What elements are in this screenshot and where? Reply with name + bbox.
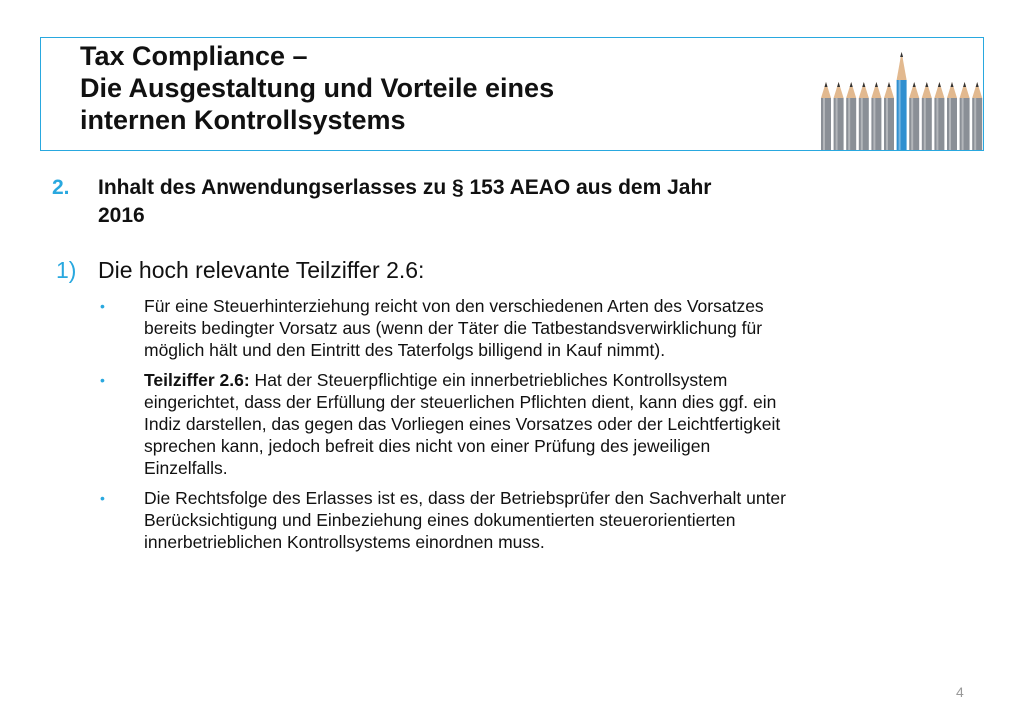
bullet-item <box>100 487 980 553</box>
bullet-text <box>144 369 980 479</box>
section-title-line-2: 2016 <box>98 204 145 227</box>
bullet-marker: • <box>100 490 105 506</box>
section-title-line-1: Inhalt des Anwendungserlasses zu § 153 AEAO aus dem Jahr <box>98 176 712 199</box>
slide-title <box>80 40 720 136</box>
grey-pencil <box>821 82 831 150</box>
grey-pencil <box>884 82 894 150</box>
grey-pencil <box>947 82 957 150</box>
grey-pencil <box>859 82 869 150</box>
bullet-line: innerbetrieblichen Kontrollsystems einordnen muss. <box>144 532 545 552</box>
grey-pencil <box>846 82 856 150</box>
bullet-line <box>144 369 980 391</box>
bullet-line: Für eine Steuerhinterziehung reicht von den verschiedenen Arten des Vorsatzes <box>144 296 764 316</box>
section-title <box>98 174 938 230</box>
title-line-1: Tax Compliance – <box>80 41 308 71</box>
title-line-2: Die Ausgestaltung und Vorteile eines <box>80 73 555 103</box>
bullet-line: Berücksichtigung und Einbeziehung eines dokumentierten steuerorientierten <box>144 510 736 530</box>
grey-pencil <box>960 82 970 150</box>
bullet-line: sprechen kann, jedoch befreit dies nicht von einer Prüfung des jeweiligen <box>144 436 711 456</box>
bullet-marker: • <box>100 372 105 388</box>
grey-pencil <box>871 82 881 150</box>
pencils-image <box>818 48 984 150</box>
bullet-marker: • <box>100 298 105 314</box>
title-line-3: internen Kontrollsystems <box>80 105 406 135</box>
section-number: 2. <box>52 176 70 199</box>
bullet-text <box>144 487 980 553</box>
bullet-text <box>144 295 980 361</box>
bullet-line: möglich hält und den Eintritt des Taterfolgs billigend in Kauf nimmt). <box>144 340 666 360</box>
bullet-line: Die Rechtsfolge des Erlasses ist es, dass der Betriebsprüfer den Sachverhalt unter <box>144 488 786 508</box>
bullet-line-rest: Hat der Steuerpflichtige ein innerbetriebliches Kontrollsystem <box>249 370 728 390</box>
subsection-label: Die hoch relevante Teilziffer 2.6: <box>98 257 425 283</box>
page-number: 4 <box>956 684 964 700</box>
grey-pencil <box>834 82 844 150</box>
bullet-line: Indiz darstellen, das gegen das Vorliegen eines Vorsatzes oder der Leichtfertigkeit <box>144 414 781 434</box>
grey-pencil <box>909 82 919 150</box>
subsection-number: 1) <box>56 257 77 283</box>
bullet-line: Einzelfalls. <box>144 458 228 478</box>
bullet-bold-prefix: Teilziffer 2.6: <box>144 370 250 390</box>
grey-pencil <box>922 82 932 150</box>
blue-pencil <box>897 52 907 150</box>
grey-pencil <box>972 82 982 150</box>
bullet-item <box>100 295 980 361</box>
bullet-line: bereits bedingter Vorsatz aus (wenn der Täter die Tatbestandsverwirklichung für <box>144 318 763 338</box>
grey-pencil <box>934 82 944 150</box>
bullet-line: eingerichtet, dass der Erfüllung der steuerlichen Pflichten dient, kann dies ggf. ein <box>144 392 777 412</box>
bullet-item <box>100 369 980 479</box>
bullet-list <box>100 295 980 561</box>
